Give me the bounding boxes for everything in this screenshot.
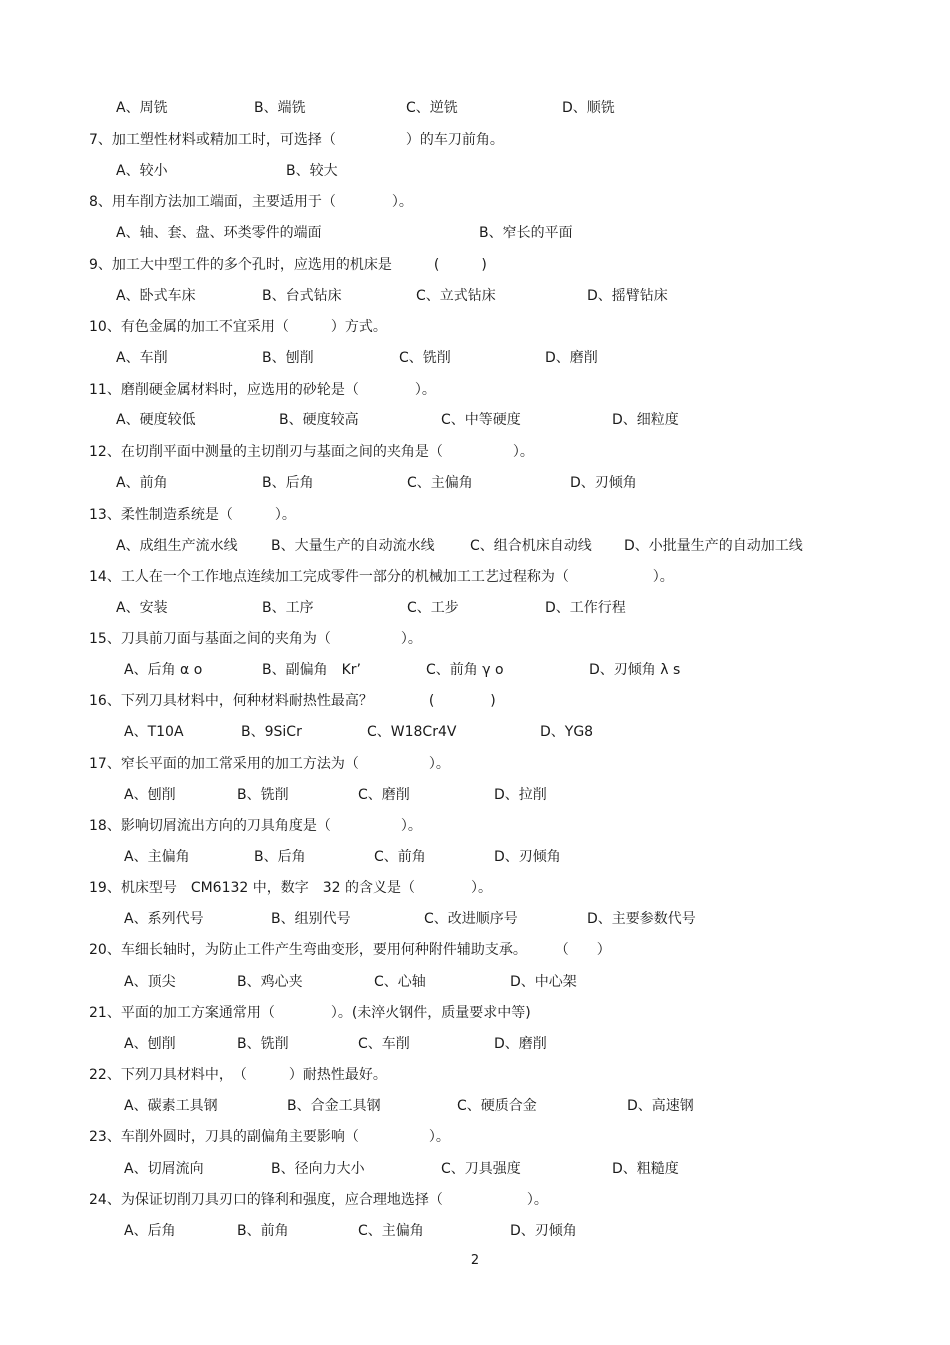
- option-d: D、刃倾角: [494, 849, 561, 865]
- option-a: A、系列代号: [124, 911, 204, 927]
- option-c: C、中等硬度: [441, 412, 521, 428]
- option-d: D、刃倾角: [570, 475, 637, 491]
- question-21: 21、平面的加工方案通常用（ ）。(未淬火钢件，质量要求中等): [89, 1005, 531, 1021]
- question-16: 16、下列刀具材料中，何种材料耐热性最高？ ( ): [89, 693, 496, 709]
- question-24: 24、为保证切削刀具刃口的锋利和强度，应合理地选择（ ）。: [89, 1192, 548, 1208]
- option-b: B、端铣: [254, 100, 306, 116]
- option-b: B、工序: [262, 600, 314, 616]
- option-c: C、刀具强度: [441, 1161, 521, 1177]
- option-b: B、台式钻床: [262, 288, 342, 304]
- option-d: D、摇臂钻床: [587, 288, 668, 304]
- option-a: A、刨削: [124, 1036, 176, 1052]
- option-a: A、顶尖: [124, 974, 176, 990]
- option-b: B、副偏角 Kr’: [262, 662, 361, 678]
- option-d: D、YG8: [540, 724, 594, 740]
- option-a: A、后角 α o: [124, 662, 203, 678]
- option-c: C、立式钻床: [416, 288, 496, 304]
- option-a: A、安装: [116, 600, 168, 616]
- option-a: A、卧式车床: [116, 288, 196, 304]
- option-c: C、主偏角: [358, 1223, 424, 1239]
- option-d: D、拉削: [494, 787, 547, 803]
- option-c: C、逆铣: [406, 100, 458, 116]
- option-d: D、顺铣: [562, 100, 615, 116]
- option-c: C、硬质合金: [457, 1098, 537, 1114]
- option-d: D、粗糙度: [612, 1161, 679, 1177]
- option-b: B、铣削: [237, 1036, 289, 1052]
- option-d: D、高速钢: [627, 1098, 694, 1114]
- question-13: 13、柔性制造系统是（ ）。: [89, 507, 296, 523]
- option-c: C、心轴: [374, 974, 426, 990]
- question-14: 14、工人在一个工作地点连续加工完成零件一部分的机械加工工艺过程称为（ ）。: [89, 569, 674, 585]
- page-number: 2: [470, 1253, 480, 1268]
- option-a: A、主偏角: [124, 849, 190, 865]
- option-b: B、鸡心夹: [237, 974, 303, 990]
- option-b: B、组别代号: [271, 911, 351, 927]
- option-b: B、铣削: [237, 787, 289, 803]
- question-17: 17、窄长平面的加工常采用的加工方法为（ ）。: [89, 756, 450, 772]
- question-22: 22、下列刀具材料中， （ ）耐热性最好。: [89, 1067, 387, 1083]
- option-a: A、轴、套、盘、环类零件的端面: [116, 225, 322, 241]
- option-a: A、硬度较低: [116, 412, 196, 428]
- option-a: A、T10A: [124, 724, 184, 740]
- option-b: B、刨削: [262, 350, 314, 366]
- question-7: 7、加工塑性材料或精加工时，可选择（ ）的车刀前角。: [89, 132, 504, 148]
- option-c: C、组合机床自动线: [470, 538, 592, 554]
- option-a: A、周铣: [116, 100, 168, 116]
- option-d: D、磨削: [545, 350, 598, 366]
- question-10: 10、有色金属的加工不宜采用（ ）方式。: [89, 319, 387, 335]
- option-c: C、W18Cr4V: [367, 724, 457, 740]
- question-19: 19、机床型号 CM6132 中，数字 32 的含义是（ ）。: [89, 880, 493, 896]
- option-a: A、成组生产流水线: [116, 538, 238, 554]
- question-12: 12、在切削平面中测量的主切削刃与基面之间的夹角是（ ）。: [89, 444, 534, 460]
- option-c: C、工步: [407, 600, 459, 616]
- option-c: C、车削: [358, 1036, 410, 1052]
- option-b: B、合金工具钢: [287, 1098, 381, 1114]
- option-d: D、细粒度: [612, 412, 679, 428]
- option-b: B、前角: [237, 1223, 289, 1239]
- question-9: 9、加工大中型工件的多个孔时，应选用的机床是 ( ): [89, 257, 487, 273]
- option-d: D、磨削: [494, 1036, 547, 1052]
- option-a: A、后角: [124, 1223, 176, 1239]
- option-a: A、切屑流向: [124, 1161, 204, 1177]
- option-b: B、9SiCr: [241, 724, 302, 740]
- option-d: D、工作行程: [545, 600, 626, 616]
- option-a: A、前角: [116, 475, 168, 491]
- question-18: 18、影响切屑流出方向的刀具角度是（ ）。: [89, 818, 422, 834]
- option-d: D、刃倾角 λ s: [589, 662, 681, 678]
- option-c: C、铣削: [399, 350, 451, 366]
- option-d: D、小批量生产的自动加工线: [624, 538, 803, 554]
- option-c: C、前角 γ o: [426, 662, 504, 678]
- option-b: B、后角: [262, 475, 314, 491]
- option-d: D、中心架: [510, 974, 577, 990]
- question-8: 8、用车削方法加工端面，主要适用于（ ）。: [89, 194, 413, 210]
- option-c: C、磨削: [358, 787, 410, 803]
- question-15: 15、刀具前刀面与基面之间的夹角为（ ）。: [89, 631, 422, 647]
- question-11: 11、磨削硬金属材料时，应选用的砂轮是（ ）。: [89, 382, 436, 398]
- option-c: C、主偏角: [407, 475, 473, 491]
- option-b: B、后角: [254, 849, 306, 865]
- option-a: A、车削: [116, 350, 168, 366]
- option-d: D、主要参数代号: [587, 911, 696, 927]
- option-d: D、刃倾角: [510, 1223, 577, 1239]
- option-a: A、刨削: [124, 787, 176, 803]
- option-b: B、径向力大小: [271, 1161, 365, 1177]
- question-23: 23、车削外圆时，刀具的副偏角主要影响（ ）。: [89, 1129, 450, 1145]
- option-c: C、改进顺序号: [424, 911, 518, 927]
- option-b: B、硬度较高: [279, 412, 359, 428]
- option-a: A、碳素工具钢: [124, 1098, 218, 1114]
- option-c: C、前角: [374, 849, 426, 865]
- question-20: 20、车细长轴时，为防止工件产生弯曲变形，要用何种附件辅助支承。 （ ）: [89, 942, 611, 958]
- option-a: A、较小: [116, 163, 168, 179]
- option-b: B、大量生产的自动流水线: [271, 538, 435, 554]
- option-b: B、窄长的平面: [479, 225, 573, 241]
- option-b: B、较大: [286, 163, 338, 179]
